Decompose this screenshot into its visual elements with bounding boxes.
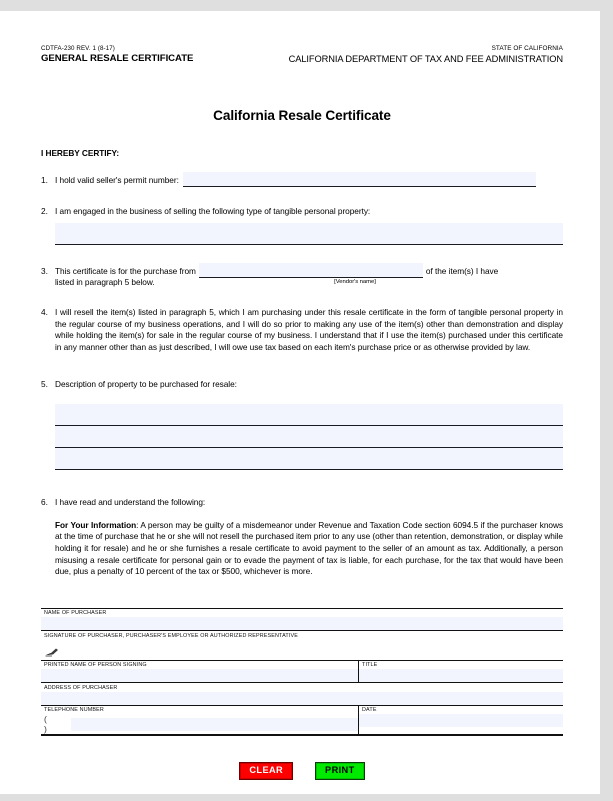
clear-button[interactable]: CLEAR [239,762,293,780]
signature-draw-area[interactable] [41,640,563,660]
item-3-label-line2: listed in paragraph 5 below. [55,276,155,287]
page-title: California Resale Certificate [213,108,391,123]
signature-caption: SIGNATURE OF PURCHASER, PURCHASER'S EMPLOYEE OR AUTHORIZED REPRESENTATIVE [44,632,298,639]
telephone-area-code-parens: ( ) [44,714,54,735]
item-3-spacer [41,277,55,289]
item-3-label-before: This certificate is for the purchase from [55,266,196,276]
item-3 [41,263,563,289]
fyi-spacer [41,520,55,578]
telephone-date-row [41,706,563,737]
signature-pen-icon [45,646,60,657]
for-your-information-block [41,520,563,578]
description-line-2-input[interactable] [55,426,563,448]
item-5 [41,379,563,391]
certify-heading: I HEREBY CERTIFY: [41,148,120,158]
telephone-caption: TELEPHONE NUMBER [44,707,104,714]
state-of-california-label: STATE OF CALIFORNIA [491,45,563,52]
printed-name-cell [41,661,359,683]
title-input[interactable] [359,669,563,682]
print-button[interactable]: PRINT [315,762,365,780]
item-6-number: 6. [41,497,48,508]
fyi-paragraph [55,520,563,578]
telephone-cell [41,706,359,735]
item-3-label-after: of the item(s) I have [425,266,499,276]
signature-row [41,631,563,661]
date-input[interactable] [359,714,563,727]
item-1-label: I hold valid seller's permit number: [55,175,179,186]
item-3-number: 3. [41,266,48,276]
printed-name-title-row [41,661,563,684]
address-row [41,683,563,706]
form-number: CDTFA-230 REV. 1 (8-17) [41,45,115,52]
printed-name-caption: PRINTED NAME OF PERSON SIGNING [44,662,147,669]
item-4-paragraph: I will resell the item(s) listed in paragraph 5, which I am purchasing under this resale certificate in the form of tangible personal property in the regular course of my business operations, and I will do so prior to making any use of the item(s) other than demonstration and display while holding the item(s) for sale in the regular course of my business. I understand that if I use the item(s) purchased under this certificate in any manner other than as just described, I will owe use tax based on each item's purchase price or as otherwise provided by law. [55,307,563,352]
item-6-label: I have read and understand the following: [55,497,206,508]
signature-block [41,608,563,737]
item-4-number: 4. [41,307,48,318]
vendor-name-hint: [Vendor's name] [334,278,376,285]
vendor-name-input[interactable] [199,263,423,278]
header-left [41,44,277,65]
description-line-3-input[interactable] [55,448,563,470]
type-of-property-input[interactable] [55,223,563,245]
department-name: CALIFORNIA DEPARTMENT OF TAX AND FEE ADMINISTRATION [288,54,563,64]
name-of-purchaser-input[interactable] [41,617,563,630]
printed-name-input[interactable] [41,669,358,682]
name-of-purchaser-caption: NAME OF PURCHASER [44,610,107,617]
description-line-1-input[interactable] [55,404,563,426]
fyi-text: : A person may be guilty of a misdemeanor under Revenue and Taxation Code section 6094.5 if the purchaser knows at the time of purchase that he or she will not resell the purchased item prior to any use (other than retention, demonstration, or display while holding it for resale) and he or she furnishes a resale certificate to avoid payment to the seller of an amount as tax. Additionally, a person misusing a resale certificate for personal gain or to evade the payment of tax is liable, for each purchase, for the tax that would have been due, plus a penalty of 10 percent of the tax or $500, whichever is more. [55,519,563,577]
item-5-label: Description of property to be purchased for resale: [55,378,237,389]
sellers-permit-number-input[interactable] [183,172,536,187]
form-title: GENERAL RESALE CERTIFICATE [41,53,194,64]
form-action-buttons [41,762,563,780]
document-page [0,11,600,794]
address-caption: ADDRESS OF PURCHASER [44,684,118,691]
header-right [277,44,563,65]
description-lines [55,404,563,470]
item-4 [41,307,563,353]
date-cell [359,706,563,735]
title-cell [359,661,563,683]
fyi-label: For Your Information [55,519,137,530]
document-header [41,44,563,65]
item-1-number: 1. [41,175,48,186]
item-5-number: 5. [41,378,48,389]
item-2-label: I am engaged in the business of selling the following type of tangible personal property: [55,206,371,216]
name-of-purchaser-row [41,609,563,632]
item-2-number: 2. [41,206,48,216]
telephone-input[interactable] [71,718,358,731]
item-1 [41,172,563,187]
date-caption: DATE [362,707,377,714]
item-6 [41,497,563,509]
title-caption: TITLE [362,662,378,669]
item-2 [41,206,563,245]
address-input[interactable] [41,692,563,705]
